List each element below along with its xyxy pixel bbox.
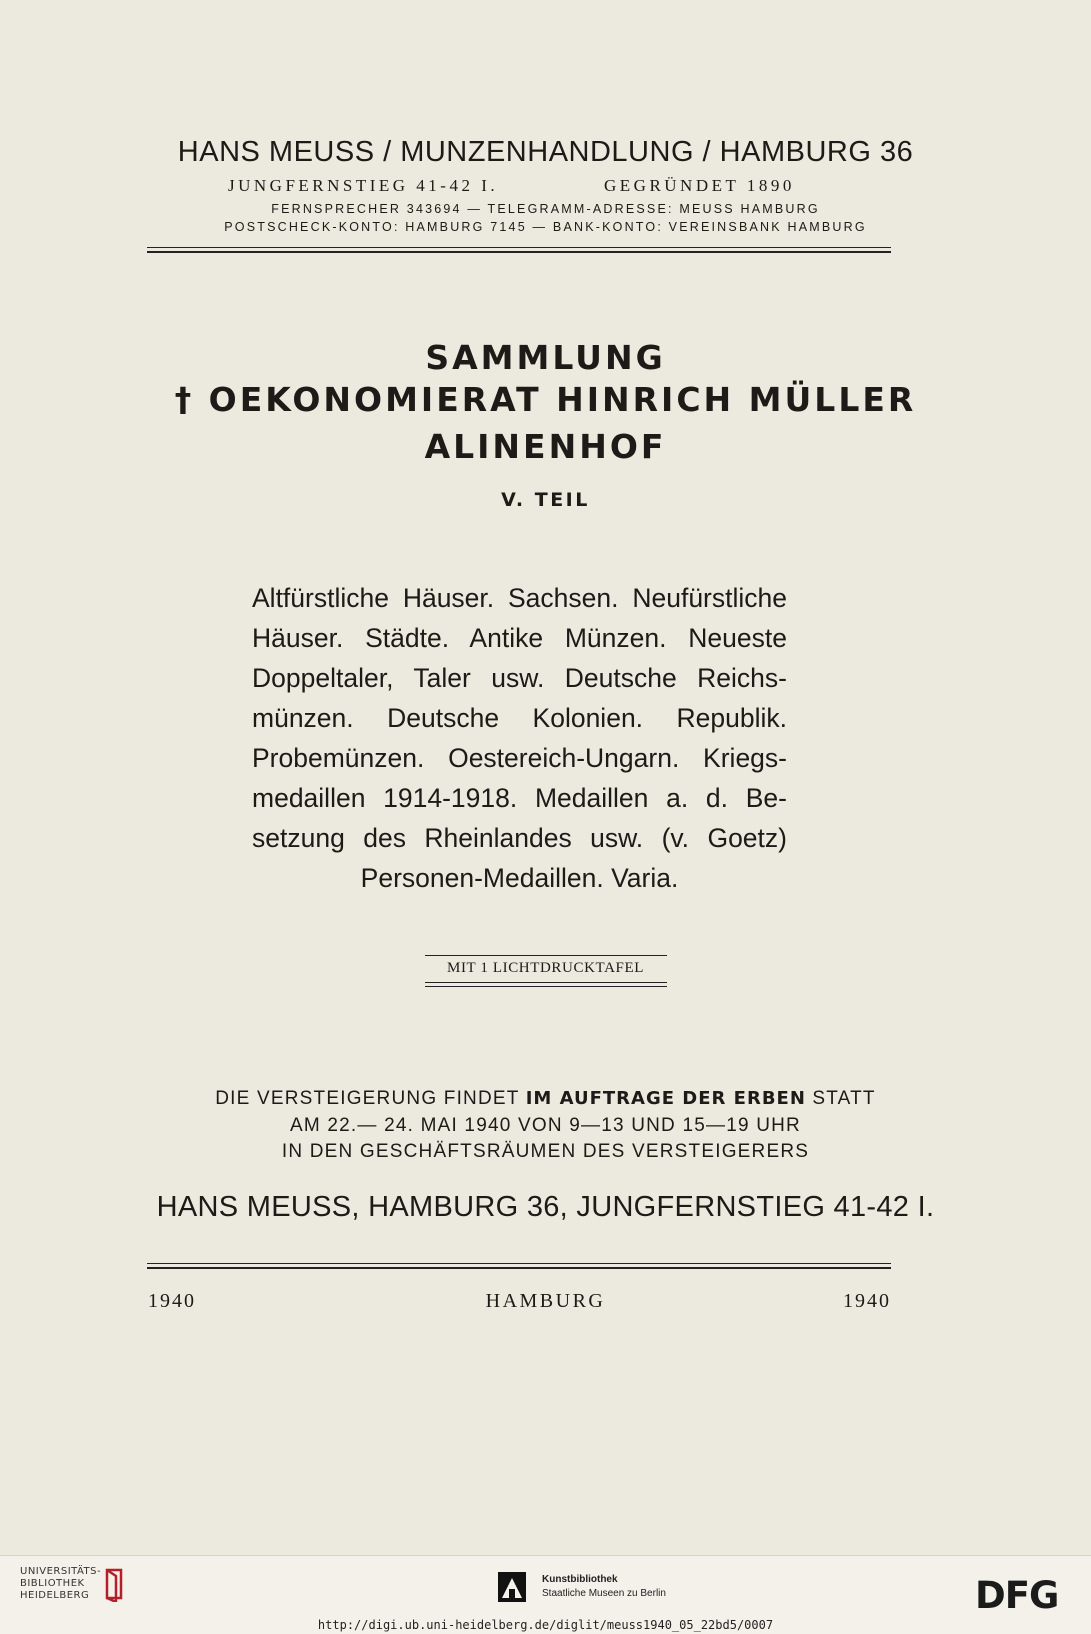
- address-row: [228, 176, 858, 196]
- plate-note: MIT 1 LICHTDRUCKTAFEL: [425, 955, 667, 983]
- auction-line-1: [0, 1088, 1091, 1110]
- footer-rule-bottom: [147, 1267, 891, 1269]
- footer-rule-top: [147, 1263, 891, 1264]
- imprint-city: HAMBURG: [485, 1290, 606, 1312]
- kunstbibliothek-logo-icon[interactable]: [498, 1572, 526, 1602]
- permalink-url[interactable]: http://digi.ub.uni-heidelberg.de/diglit/meuss1940_05_22bd5/0007: [317, 1618, 774, 1632]
- contents-line: Probemünzen. Oestereich-Ungarn. Kriegs-: [252, 743, 787, 773]
- contents-line: münzen. Deutsche Kolonien. Republik.: [252, 703, 787, 733]
- year-left: 1940: [148, 1290, 196, 1312]
- accounts-line: POSTSCHECK-KONTO: HAMBURG 7145 — BANK-KONTO: VEREINSBANK HAMBURG: [224, 220, 867, 234]
- part-label: V. TEIL: [501, 489, 590, 511]
- ub-label-line: UNIVERSITÄTS-: [20, 1566, 102, 1577]
- auction-line-1-post: STATT: [812, 1088, 876, 1109]
- contents-line: setzung des Rheinlandes usw. (v. Goetz): [252, 823, 787, 853]
- contents-line: Doppeltaler, Taler usw. Deutsche Reichs-: [252, 663, 787, 693]
- ub-label-line: BIBLIOTHEK: [20, 1578, 85, 1589]
- auction-line-1-pre: DIE VERSTEIGERUNG FINDET: [215, 1088, 520, 1109]
- header-rule-bottom: [147, 251, 891, 253]
- year-right: 1940: [843, 1290, 891, 1312]
- header-rule-top: [147, 247, 891, 248]
- dfg-logo[interactable]: DFG: [975, 1574, 1059, 1617]
- street-address: JUNGFERNSTIEG 41-42 I.: [228, 176, 499, 195]
- kb-name: Kunstbibliothek: [542, 1574, 618, 1585]
- contents-line: Personen-Medaillen. Varia.: [360, 863, 679, 893]
- contents-line: medaillen 1914-1918. Medaillen a. d. Be-: [252, 783, 787, 813]
- auction-line-2: AM 22.— 24. MAI 1940 VON 9—13 UND 15—19 UHR: [290, 1115, 801, 1136]
- contact-line: FERNSPRECHER 343694 — TELEGRAMM-ADRESSE: MEUSS HAMBURG: [271, 202, 820, 216]
- auction-line-3: IN DEN GESCHÄFTSRÄUMEN DES VERSTEIGERERS: [281, 1141, 810, 1162]
- kb-sub: Staatliche Museen zu Berlin: [542, 1588, 666, 1599]
- kunstbibliothek-label: [542, 1573, 666, 1601]
- plate-note-wrap: [0, 955, 1091, 983]
- viewer-footer-bar: [0, 1555, 1091, 1634]
- auction-line-1-bold: IM AUFTRAGE DER ERBEN: [525, 1088, 806, 1109]
- title-line-2: † OEKONOMIERAT HINRICH MÜLLER: [174, 380, 917, 419]
- ub-heidelberg-logo-icon[interactable]: [103, 1568, 125, 1602]
- title-line-1: SAMMLUNG: [425, 338, 666, 377]
- contents-paragraph: [252, 578, 787, 898]
- contents-line: Altfürstliche Häuser. Sachsen. Neufürstliche: [252, 583, 787, 613]
- contents-line: Häuser. Städte. Antike Münzen. Neueste: [252, 623, 787, 653]
- founded-date: GEGRÜNDET 1890: [604, 176, 795, 195]
- title-line-3: ALINENHOF: [424, 427, 667, 466]
- firm-heading: HANS MEUSS / MUNZENHANDLUNG / HAMBURG 36: [177, 136, 914, 168]
- auctioneer-address: HANS MEUSS, HAMBURG 36, JUNGFERNSTIEG 41-42 I.: [156, 1191, 935, 1223]
- ub-heidelberg-label[interactable]: [20, 1566, 101, 1602]
- ub-label-line: HEIDELBERG: [20, 1590, 90, 1601]
